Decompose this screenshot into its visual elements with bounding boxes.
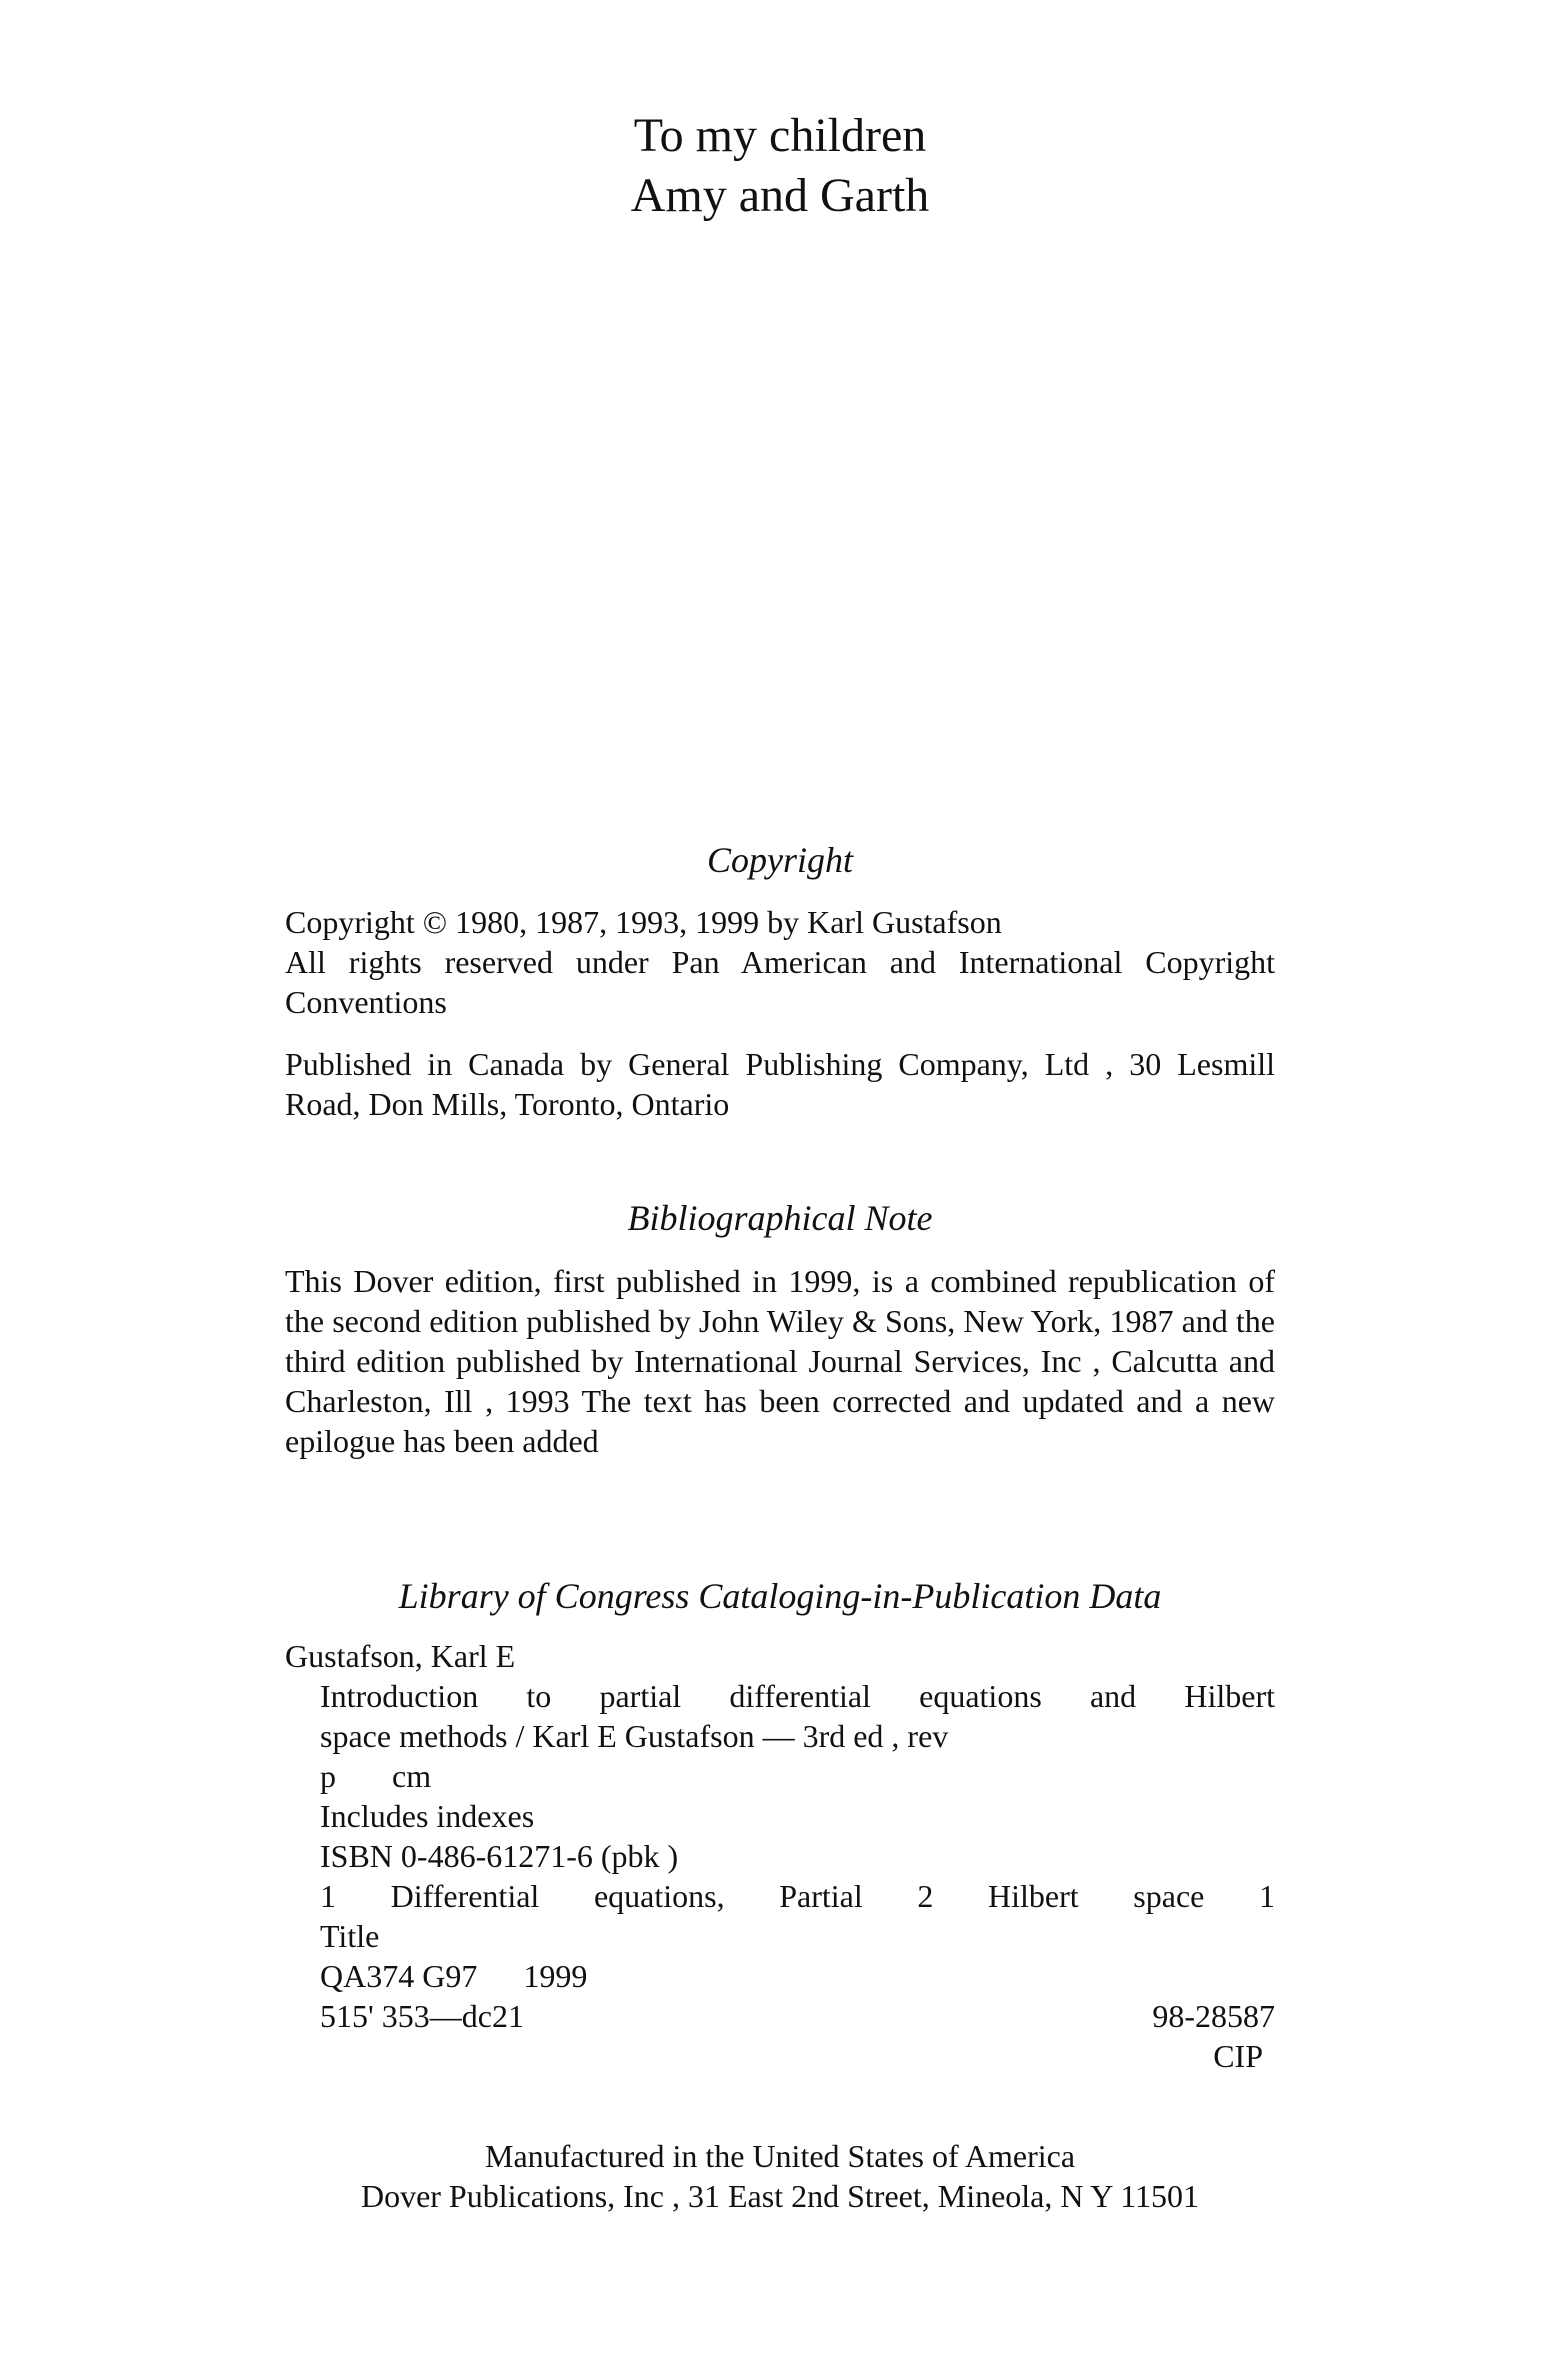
rights-reserved: All rights reserved under Pan American and International Copyright Conventions [285, 944, 1275, 1020]
copyright-heading: Copyright [706, 840, 853, 880]
bibliographical-note-text: This Dover edition, first published in 1999, is a combined republication of the second edition published by John Wiley & Sons, New York, 1987 and the third edition published by International Journal Services, Inc , Calcutta and Charleston, Ill , 1993 The text has been corrected and updated and a new epilogue has been added [285, 1263, 1275, 1459]
dedication-line-1: To my children [633, 109, 927, 162]
cip-heading: Library of Congress Cataloging-in-Publication Data [398, 1576, 1162, 1616]
cip-dewey-row [285, 1996, 1275, 2036]
cip-cm: cm [392, 1758, 432, 1794]
footer [285, 2136, 1275, 2216]
copyright-line: Copyright © 1980, 1987, 1993, 1999 by Karl Gustafson [285, 904, 1002, 940]
publisher-canada: Published in Canada by General Publishing Company, Ltd , 30 Lesmill Road, Don Mills, Toronto, Ontario [285, 1046, 1275, 1122]
cip-author: Gustafson, Karl E [285, 1638, 516, 1674]
dover-address: Dover Publications, Inc , 31 East 2nd Street, Mineola, N Y 11501 [360, 2178, 1200, 2214]
cip-call-number-row [285, 1956, 1275, 1996]
cip-mark: CIP [1213, 2038, 1263, 2074]
cip-isbn: ISBN 0-486-61271-6 (pbk ) [320, 1838, 679, 1874]
dedication [285, 106, 1275, 226]
bibliographical-note-heading: Bibliographical Note [627, 1198, 933, 1238]
cip-title-line-1: Introduction to partial differential equations and Hilbert [320, 1678, 1275, 1714]
cip-includes: Includes indexes [320, 1798, 535, 1834]
manufactured-line: Manufactured in the United States of America [484, 2138, 1076, 2174]
cip-dewey: 515' 353—dc21 [320, 1998, 524, 2034]
cip-data [285, 1636, 1275, 2076]
cip-subjects-line-2: Title [320, 1918, 380, 1954]
cip-physical [285, 1756, 1275, 1796]
cip-title-line-2: space methods / Karl E Gustafson — 3rd ed , rev [320, 1718, 949, 1754]
copyright-section [285, 902, 1275, 1124]
dedication-line-2: Amy and Garth [630, 169, 930, 222]
cip-subjects-line-1: 1 Differential equations, Partial 2 Hilbert space 1 [320, 1878, 1275, 1914]
cip-call-number: QA374 G97 [320, 1958, 478, 1994]
cip-lccn: 98-28587 [1152, 1998, 1275, 2034]
cip-p: p [320, 1758, 336, 1794]
cip-call-year: 1999 [523, 1958, 588, 1994]
